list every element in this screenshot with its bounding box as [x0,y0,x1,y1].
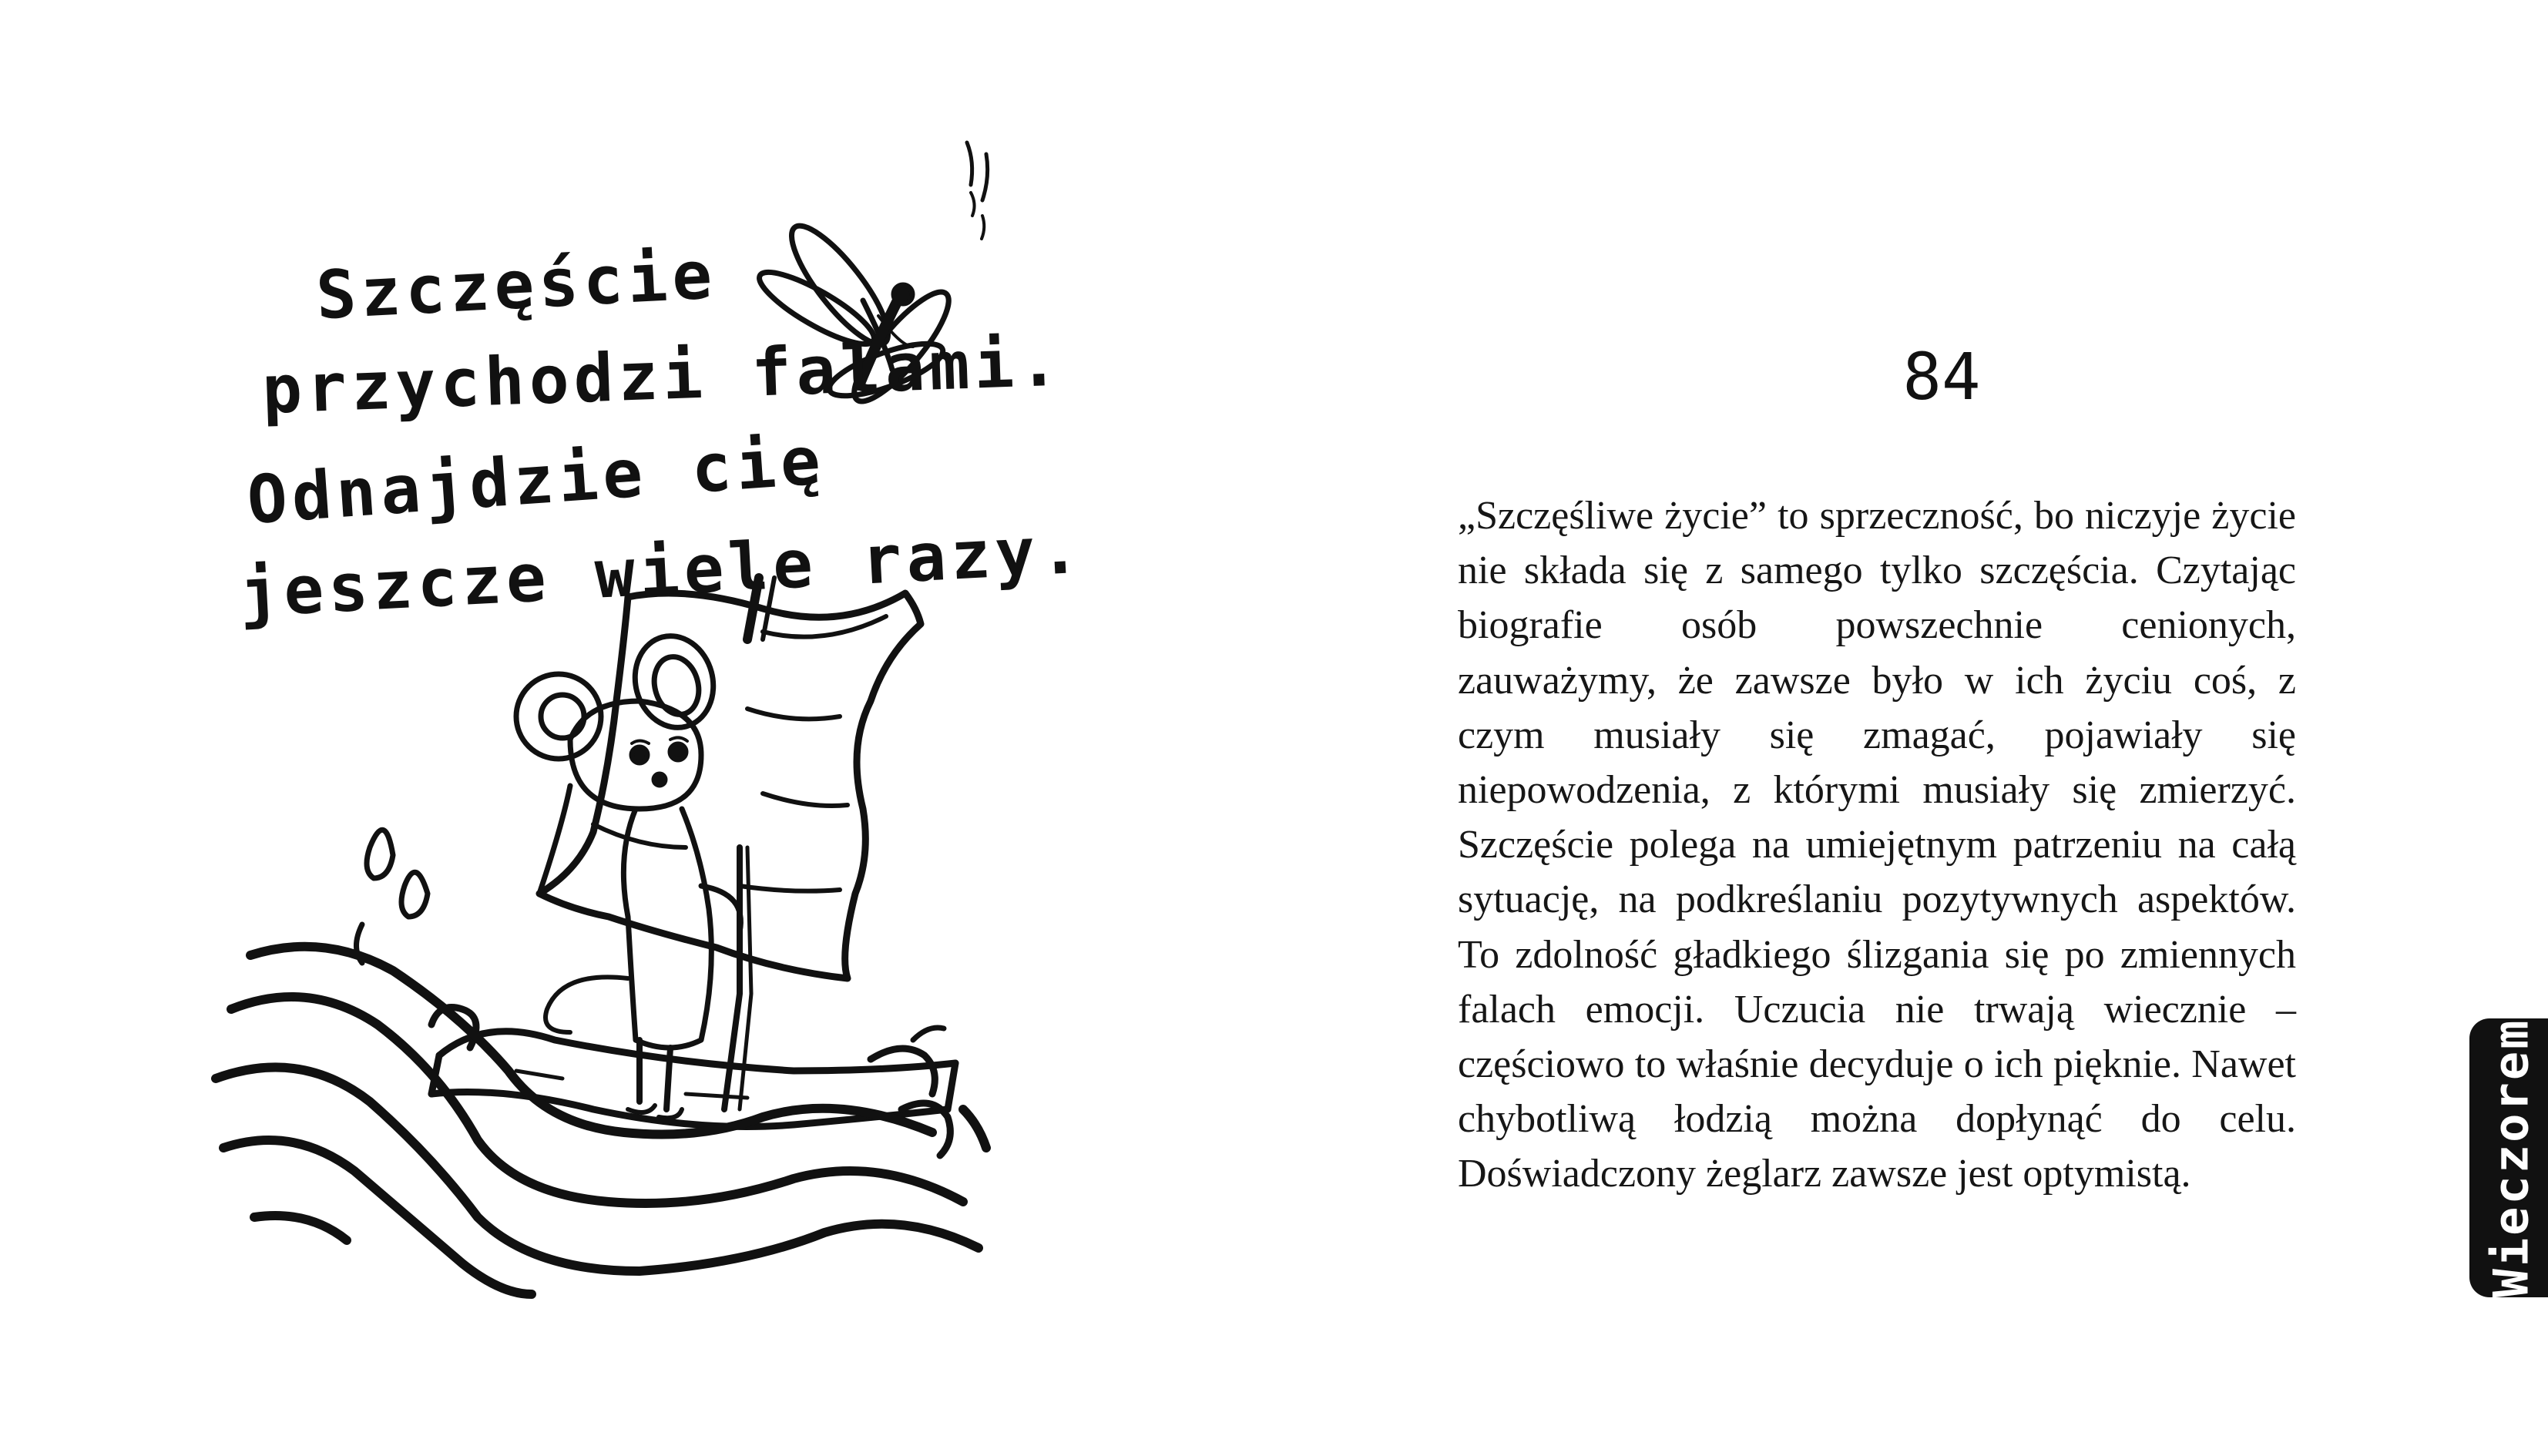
sail [539,578,921,978]
paragraph-text: „Szczęśliwe życie” to sprzeczność, bo niczyje życie nie składa się z samego tylko szczęścia. Czytając biografie osób powszechnie cenionych, zauważymy, że zawsze było w ich życiu coś, z czym musiały się zmagać, pojawiały się niepowodzenia, z którymi musiały się zmierzyć. Szczęście polega na umiejętnym patrzeniu na całą sytuację, na podkreślaniu pozytywnych aspektów. To zdolność gładkiego ślizgania się po zmiennych falach emocji. Uczucia nie trwają wiecznie – częściowo to właśnie decyduje o ich pięknie. Nawet chybotliwą łodzią można dopłynąć do celu. Doświadczony żeglarz zawsze jest optymistą. [1458,494,2296,1196]
left-page [0,0,1271,1456]
quote-line: przychodzi falami. [260,324,1065,429]
quote-line: jeszcze wiele razy. [237,511,1086,632]
section-tab [2469,1018,2548,1297]
page-number: 84 [1902,339,1981,414]
handwritten-quote [223,231,1086,632]
section-tab-label: Wieczorem [2483,1018,2540,1298]
quote-line: Odnajdzie cię [244,422,828,540]
mouse-character [516,627,751,1118]
quote-line: Szczęście [314,237,719,335]
body-paragraph [1458,488,2296,1202]
right-page [1271,0,2548,1456]
